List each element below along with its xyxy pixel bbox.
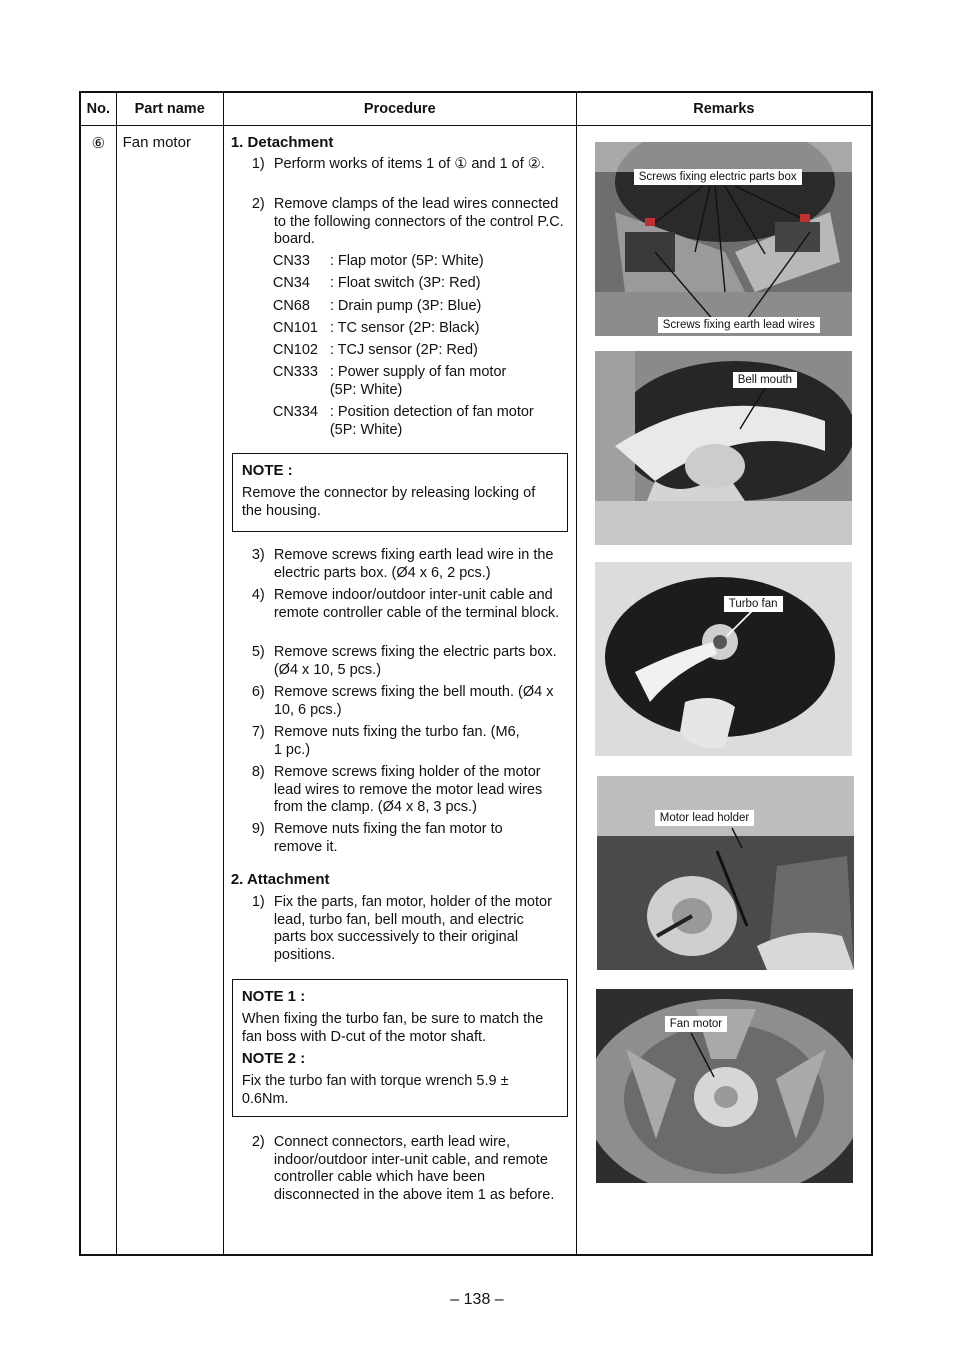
- step-number: 3): [251, 547, 265, 563]
- connector-item: [272, 275, 481, 293]
- connector-desc: : Position detection of fan motor (5P: White): [329, 404, 534, 438]
- connector-item: [272, 364, 507, 398]
- part-name: Fan motor: [116, 126, 223, 1256]
- header-remarks: Remarks: [576, 92, 872, 126]
- connector-code: CN333: [272, 364, 318, 380]
- attachment-heading: 2. Attachment: [230, 871, 330, 888]
- list-item: [252, 156, 572, 174]
- list-item: [252, 196, 572, 249]
- connector-item: [272, 253, 484, 271]
- list-item: [252, 724, 572, 759]
- list-item: [252, 547, 572, 582]
- step-number: 1): [251, 156, 265, 172]
- label-fan-motor: Fan motor: [665, 1016, 727, 1032]
- step-text: Remove screws fixing holder of the motor lead wires to remove the motor lead wires from the clamp. (Ø4 x 8, 3 pcs.): [273, 764, 543, 815]
- header-no: No.: [80, 92, 116, 126]
- step-text: Remove clamps of the lead wires connected to the following connectors of the control P.C. board.: [273, 196, 564, 247]
- step-text: Connect connectors, earth lead wire, indoor/outdoor inter-unit cable, and remote controller cable which have been disconnected in the above item 1 as before.: [273, 1134, 555, 1203]
- list-item: [252, 684, 572, 719]
- connector-desc: : TCJ sensor (2P: Red): [329, 342, 478, 358]
- list-item: [252, 587, 572, 622]
- step-number: 2): [251, 196, 265, 212]
- step-number: 4): [251, 587, 265, 603]
- note-text: Remove the connector by releasing locking of the housing.: [241, 485, 536, 519]
- list-item: [252, 644, 572, 679]
- list-item: [252, 764, 572, 817]
- table-row: [80, 126, 872, 1256]
- step-number: 1): [251, 894, 265, 910]
- bell-mouth-photo-icon: [595, 351, 852, 545]
- header-row: [80, 92, 872, 126]
- step-text: Remove nuts fixing the fan motor to remove it.: [273, 821, 503, 855]
- step-number: 2): [251, 1134, 265, 1150]
- connector-desc: : Float switch (3P: Red): [329, 275, 481, 291]
- step-number: 9): [251, 821, 265, 837]
- connector-item: [272, 320, 480, 338]
- note1-title: NOTE 1 :: [241, 988, 306, 1005]
- step-number: 8): [251, 764, 265, 780]
- note-title: NOTE :: [241, 462, 293, 479]
- remarks-content: [577, 126, 871, 1254]
- step-text: Remove screws fixing the bell mouth. (Ø4 x 10, 6 pcs.): [273, 684, 554, 718]
- connector-desc: : Power supply of fan motor (5P: White): [329, 364, 507, 398]
- step-number: 6): [251, 684, 265, 700]
- label-turbo-fan: Turbo fan: [724, 596, 783, 612]
- header-part-name: Part name: [116, 92, 223, 126]
- connector-item: [272, 404, 534, 438]
- step-number: 5): [251, 644, 265, 660]
- step-text: Remove screws fixing the electric parts box. (Ø4 x 10, 5 pcs.): [273, 644, 557, 678]
- procedure-content: [224, 126, 576, 1254]
- photo-electric-parts-box: [595, 142, 852, 336]
- connector-desc: : Flap motor (5P: White): [329, 253, 484, 269]
- note2-text: Fix the turbo fan with torque wrench 5.9 ± 0.6Nm.: [241, 1073, 509, 1107]
- connector-code: CN34: [272, 275, 310, 291]
- photo-turbo-fan: [595, 562, 852, 756]
- row-number: ⑥: [80, 126, 116, 1256]
- notes-box: [232, 979, 568, 1117]
- photo-fan-motor: [596, 989, 853, 1183]
- connector-item: [272, 342, 478, 360]
- label-screws-earth-wires: Screws fixing earth lead wires: [658, 317, 820, 333]
- connector-code: CN33: [272, 253, 310, 269]
- photo-motor-lead-holder: [597, 776, 854, 970]
- connector-code: CN68: [272, 298, 310, 314]
- connector-desc: : TC sensor (2P: Black): [329, 320, 480, 336]
- label-screws-electric-box: Screws fixing electric parts box: [634, 169, 802, 185]
- step-text: Fix the parts, fan motor, holder of the motor lead, turbo fan, bell mouth, and electric parts box successively to their original positions.: [273, 894, 552, 963]
- list-item: [252, 1134, 572, 1204]
- step-text: Remove indoor/outdoor inter-unit cable and remote controller cable of the terminal block.: [273, 587, 560, 621]
- list-item: [252, 821, 572, 856]
- photo-bell-mouth: [595, 351, 852, 545]
- note-box: [232, 453, 568, 532]
- list-item: [252, 894, 572, 964]
- label-motor-lead-holder: Motor lead holder: [655, 810, 755, 826]
- header-procedure: Procedure: [223, 92, 576, 126]
- page-number: – 138 –: [450, 1291, 504, 1308]
- detachment-heading: 1. Detachment: [230, 134, 334, 151]
- procedure-cell: [223, 126, 576, 1256]
- note1-text: When fixing the turbo fan, be sure to match the fan boss with D-cut of the motor shaft.: [241, 1011, 544, 1045]
- connector-desc: : Drain pump (3P: Blue): [329, 298, 482, 314]
- motor-lead-holder-photo-icon: [597, 776, 854, 970]
- connector-code: CN101: [272, 320, 318, 336]
- step-number: 7): [251, 724, 265, 740]
- remarks-cell: [576, 126, 872, 1256]
- step-text: Perform works of items 1 of ① and 1 of ②.: [273, 156, 545, 172]
- label-bell-mouth: Bell mouth: [733, 372, 797, 388]
- procedure-table: [79, 91, 873, 1256]
- step-text: Remove nuts fixing the turbo fan. (M6, 1 pc.): [273, 724, 520, 758]
- step-text: Remove screws fixing earth lead wire in the electric parts box. (Ø4 x 6, 2 pcs.): [273, 547, 554, 581]
- note2-title: NOTE 2 :: [241, 1050, 306, 1067]
- connector-code: CN102: [272, 342, 318, 358]
- turbo-fan-photo-icon: [595, 562, 852, 756]
- connector-item: [272, 298, 482, 316]
- connector-code: CN334: [272, 404, 318, 420]
